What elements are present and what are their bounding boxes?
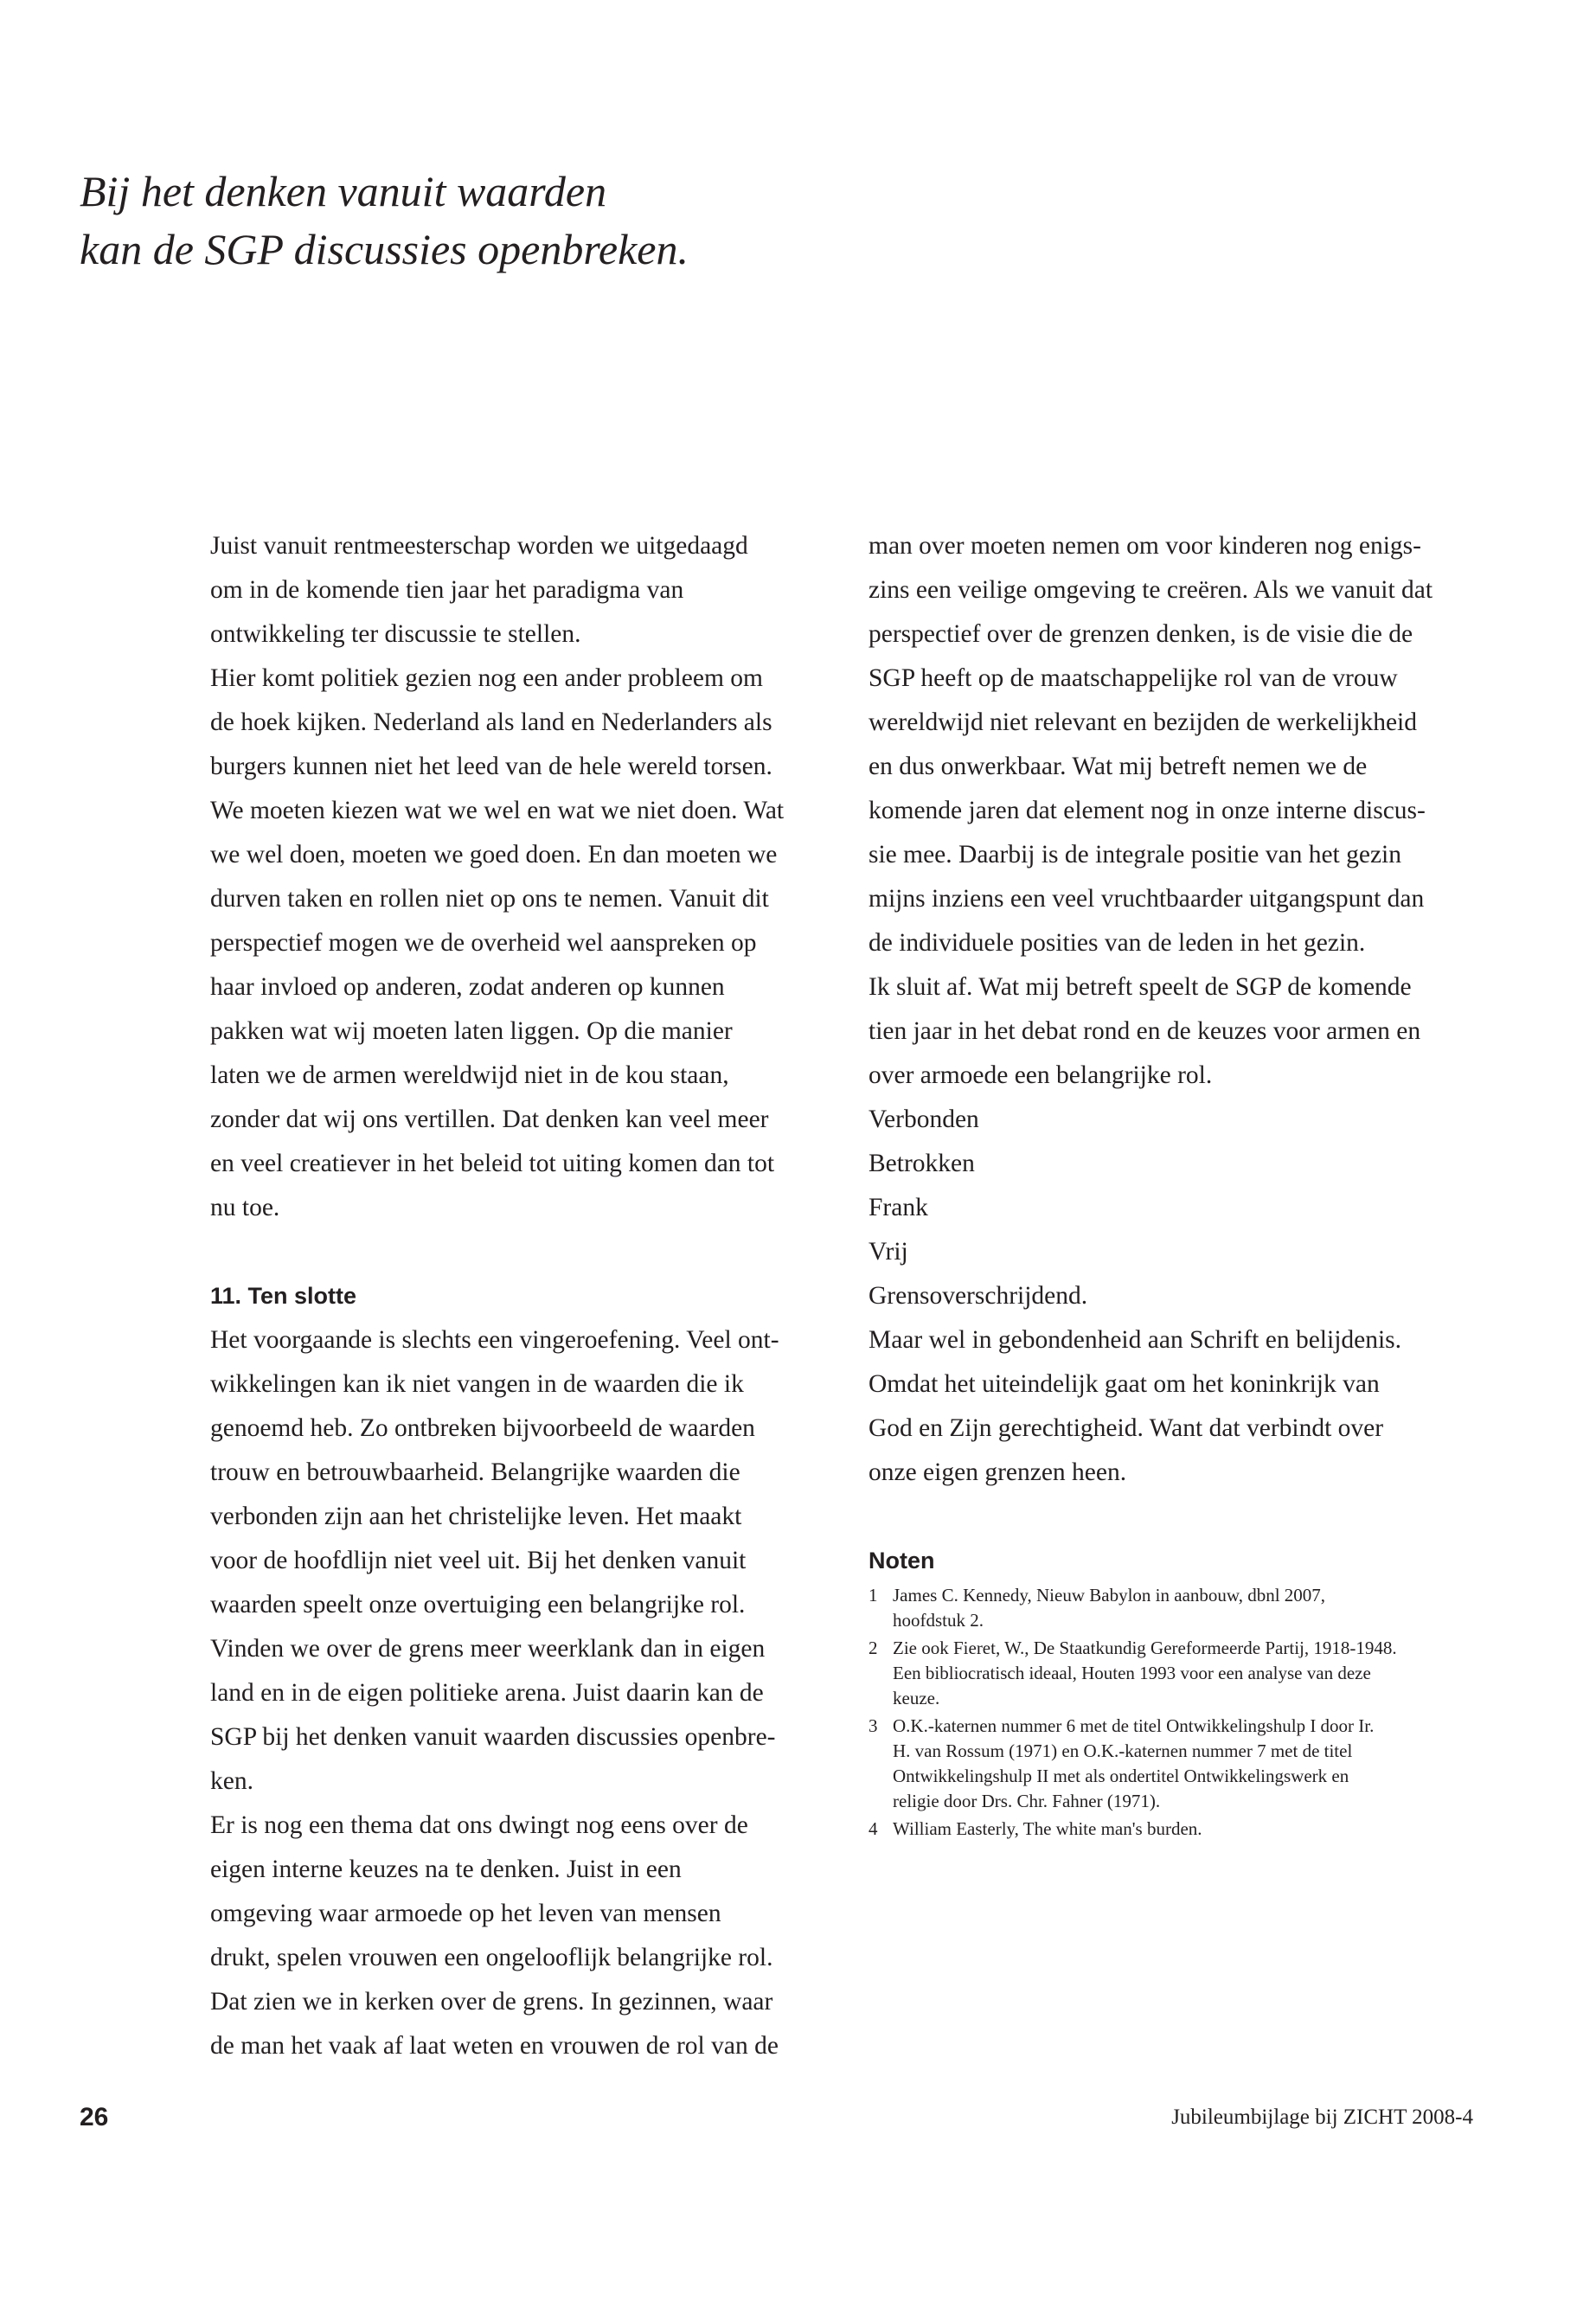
note-number: 2 [869,1638,878,1658]
text-line: trouw en betrouwbaarheid. Belangrijke waarden die [210,1458,740,1486]
text-line: durven taken en rollen niet op ons te nemen. Vanuit dit [210,885,769,913]
note-line: Zie ook Fieret, W., De Staatkundig Gereformeerde Partij, 1918-1948. [893,1638,1397,1658]
text-line: zonder dat wij ons vertillen. Dat denken kan veel meer [210,1106,769,1133]
text-line: Ik sluit af. Wat mij betreft speelt de SGP de komende [869,973,1412,1001]
value-item: Betrokken [869,1150,975,1177]
text-line: sie mee. Daarbij is de integrale positie van het gezin [869,841,1401,868]
text-line: perspectief over de grenzen denken, is de visie die de [869,620,1413,648]
text-line: land en in de eigen politieke arena. Juist daarin kan de [210,1679,764,1707]
text-line: Hier komt politiek gezien nog een ander probleem om [210,664,763,692]
note-text [893,1817,1474,1842]
text-line: SGP heeft op de maatschappelijke rol van de vrouw [869,664,1398,692]
text-line: komende jaren dat element nog in onze interne discus- [869,797,1426,824]
text-line: de hoek kijken. Nederland als land en Nederlanders als [210,708,772,736]
text-line: onze eigen grenzen heen. [869,1458,1127,1486]
text-line: wikkelingen kan ik niet vangen in de waarden die ik [210,1370,744,1398]
paragraph [869,1318,1474,1495]
paragraph [869,965,1474,1098]
text-line: omgeving waar armoede op het leven van mensen [210,1900,721,1927]
note-number: 1 [869,1585,878,1606]
paragraph [210,1804,814,2068]
text-line: Dat zien we in kerken over de grens. In gezinnen, waar [210,1988,773,2016]
text-line: zins een veilige omgeving te creëren. Als we vanuit dat [869,576,1433,604]
text-line: ontwikkeling ter discussie te stellen. [210,620,581,648]
text-line: haar invloed op anderen, zodat anderen op kunnen [210,973,725,1001]
note-line: Een bibliocratisch ideaal, Houten 1993 voor een analyse van deze [893,1663,1371,1683]
value-item: Frank [869,1194,928,1221]
text-line: voor de hoofdlijn niet veel uit. Bij het denken vanuit [210,1547,747,1574]
text-line: drukt, spelen vrouwen een ongelooflijk belangrijke rol. [210,1944,773,1971]
text-line: pakken wat wij moeten laten liggen. Op die manier [210,1017,733,1045]
page-number: 26 [80,2103,109,2131]
note-item [869,1583,1474,1633]
note-line: hoofdstuk 2. [893,1610,984,1631]
note-line: James C. Kennedy, Nieuw Babylon in aanbouw, dbnl 2007, [893,1585,1326,1606]
paragraph [210,657,814,1230]
right-column [869,524,1474,1844]
text-line: tien jaar in het debat rond en de keuzes voor armen en [869,1017,1421,1045]
note-text [893,1583,1474,1633]
note-item [869,1636,1474,1711]
note-line: H. van Rossum (1971) en O.K.-katernen nummer 7 met de titel [893,1740,1353,1761]
values-list [869,1098,1474,1318]
paragraph [869,524,1474,965]
notes-list [869,1583,1474,1842]
text-line: We moeten kiezen wat we wel en wat we niet doen. Wat [210,797,785,824]
value-item: Verbonden [869,1106,979,1133]
text-line: om in de komende tien jaar het paradigma van [210,576,684,604]
note-number: 3 [869,1715,878,1736]
note-line: Ontwikkelingshulp II met als ondertitel Ontwikkelingswerk en [893,1766,1349,1786]
text-line: genoemd heb. Zo ontbreken bijvoorbeeld de waarden [210,1414,755,1442]
note-line: O.K.-katernen nummer 6 met de titel Ontwikkelingshulp I door Ir. [893,1715,1375,1736]
text-line: laten we de armen wereldwijd niet in de kou staan, [210,1061,729,1089]
note-number: 4 [869,1818,878,1839]
text-line: en dus onwerkbaar. Wat mij betreft nemen we de [869,753,1368,780]
text-line: Vinden we over de grens meer weerklank dan in eigen [210,1635,766,1663]
text-line: Maar wel in gebondenheid aan Schrift en belijdenis. [869,1326,1402,1354]
notes-heading: Noten [869,1548,935,1574]
text-line: Omdat het uiteindelijk gaat om het koninkrijk van [869,1370,1380,1398]
text-line: perspectief mogen we de overheid wel aanspreken op [210,929,757,957]
text-line: waarden speelt onze overtuiging een belangrijke rol. [210,1591,746,1618]
paragraph [210,1318,814,1804]
section-heading: 11. Ten slotte [210,1283,357,1309]
text-line: over armoede een belangrijke rol. [869,1061,1213,1089]
value-item: Grensoverschrijdend. [869,1282,1088,1310]
text-line: Het voorgaande is slechts een vingeroefening. Veel ont- [210,1326,779,1354]
text-line: wereldwijd niet relevant en bezijden de werkelijkheid [869,708,1417,736]
text-line: de individuele posities van de leden in het gezin. [869,929,1366,957]
text-line: Juist vanuit rentmeesterschap worden we uitgedaagd [210,532,748,560]
text-line: verbonden zijn aan het christelijke leven. Het maakt [210,1503,742,1530]
note-line: keuze. [893,1688,940,1708]
paragraph [210,524,814,657]
text-line: mijns inziens een veel vruchtbaarder uitgangspunt dan [869,885,1425,913]
note-line: William Easterly, The white man's burden. [893,1818,1202,1839]
text-line: de man het vaak af laat weten en vrouwen de rol van de [210,2032,779,2060]
text-line: SGP bij het denken vanuit waarden discussies openbre- [210,1723,776,1751]
note-item [869,1817,1474,1842]
publication-title: Jubileumbijlage bij ZICHT 2008-4 [1171,2106,1473,2129]
text-line: Er is nog een thema dat ons dwingt nog eens over de [210,1811,748,1839]
text-line: burgers kunnen niet het leed van de hele wereld torsen. [210,753,772,780]
note-item [869,1714,1474,1814]
pull-quote-line: kan de SGP discussies openbreken. [80,225,689,273]
text-line: ken. [210,1767,253,1795]
note-text [893,1636,1474,1711]
value-item: Vrij [869,1238,908,1266]
pull-quote-line: Bij het denken vanuit waarden [80,167,607,215]
pull-quote [80,163,1031,279]
text-line: eigen interne keuzes na te denken. Juist in een [210,1856,682,1883]
text-line: nu toe. [210,1194,280,1221]
text-line: God en Zijn gerechtigheid. Want dat verbindt over [869,1414,1384,1442]
text-line: en veel creatiever in het beleid tot uiting komen dan tot [210,1150,775,1177]
left-column [210,524,814,2068]
note-text [893,1714,1474,1814]
text-line: man over moeten nemen om voor kinderen nog enigs- [869,532,1421,560]
note-line: religie door Drs. Chr. Fahner (1971). [893,1791,1161,1811]
text-line: we wel doen, moeten we goed doen. En dan moeten we [210,841,778,868]
